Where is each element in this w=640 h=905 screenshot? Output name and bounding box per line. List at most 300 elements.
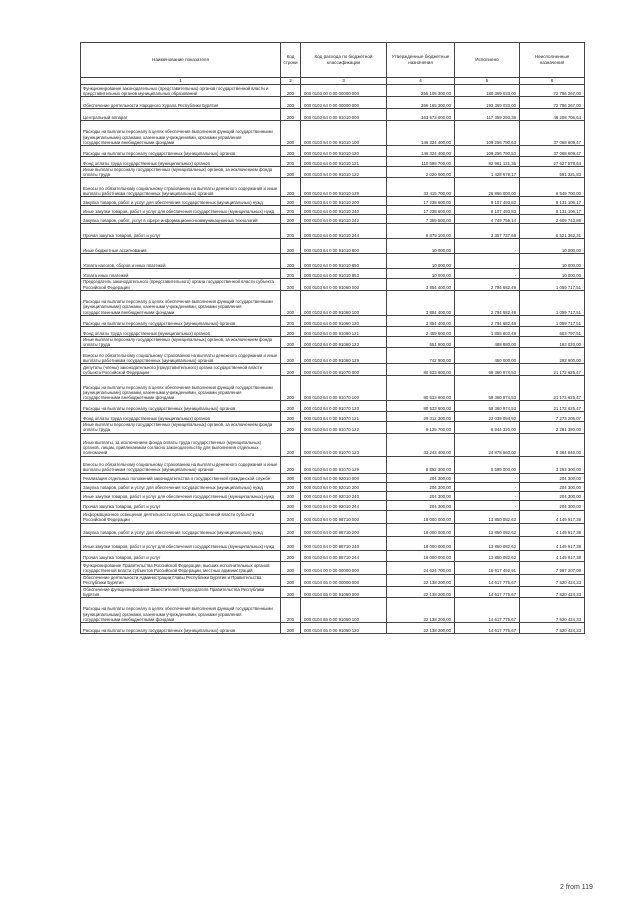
row-remaining: 9 131 106,17 [520,206,585,215]
table-row [81,121,585,146]
row-remaining: 7 520 424,33 [520,574,585,586]
table-row [81,473,585,482]
row-code: 200 [281,523,301,536]
row-executed: 22 039 094,93 [455,412,520,422]
row-approved: 651 900,00 [387,336,455,347]
row-kbk: 000 0104 65 0 00 91050 120 [301,623,387,634]
row-remaining: 204 300,00 [520,473,585,482]
row-approved: 10 000,00 [387,239,455,254]
row-name: Расходы на выплаты персоналу государственных (муниципальных) органов [81,623,281,634]
row-name: Фонд оплаты труда государственных (муниципальных) органов [81,412,281,422]
row-approved: 3 854 400,00 [387,315,455,326]
table-row [81,254,585,269]
row-executed: 82 961 121,36 [455,157,520,167]
row-approved: 18 000 000,00 [387,536,455,550]
row-name: Иные закупки товаров, работ и услуг для обеспечения государственных (муниципальных) нужд [81,206,281,215]
row-approved: 204 300,00 [387,500,455,510]
expense-table [80,42,585,634]
row-name: Расходы на выплаты персоналу государственных (муниципальных) органов [81,401,281,412]
row-code: 200 [281,109,301,121]
row-code: 200 [281,348,301,364]
row-executed: 24 878 560,00 [455,433,520,456]
row-kbk: 000 0103 64 0 00 91010 244 [301,224,387,239]
row-name: Обеспечение функционирования Заместителей Председателя Правительства Республики Бурятия [81,586,281,597]
row-executed: 59 360 974,53 [455,376,520,401]
row-executed: - [455,500,520,510]
row-code: 200 [281,550,301,561]
row-remaining: 292 900,00 [520,348,585,364]
row-name: Расходы на выплаты персоналу государственных (муниципальных) органов [81,146,281,157]
row-approved: 204 300,00 [387,473,455,482]
table-row [81,433,585,456]
row-executed: 16 917 492,91 [455,561,520,574]
row-kbk: 000 0103 64 0 00 92010 200 [301,482,387,491]
row-kbk: 000 0104 65 0 00 91050 100 [301,598,387,623]
row-code: 200 [281,412,301,422]
report-sheet [80,42,584,634]
header-row [81,43,585,78]
row-remaining: 7 520 424,33 [520,586,585,597]
row-approved: 163 573 000,00 [387,109,455,121]
row-code: 200 [281,336,301,347]
table-row [81,456,585,473]
row-kbk: 000 0103 00 0 00 00000 000 [301,85,387,97]
row-remaining: 10 000,00 [520,239,585,254]
row-approved: 255 105 300,00 [387,85,455,97]
row-kbk: 000 0103 64 0 00 91010 853 [301,269,387,279]
row-kbk: 000 0103 64 0 00 91010 000 [301,109,387,121]
row-kbk: 000 0103 64 0 00 91060 129 [301,348,387,364]
row-executed: - [455,482,520,491]
row-code: 200 [281,376,301,401]
column-number: 1 [81,78,281,85]
row-name: Закупка товаров, работ и услуг для обеспечения государственных (муниципальных) нужд [81,197,281,206]
row-approved: 9 125 700,00 [387,422,455,433]
row-remaining: 7 520 424,33 [520,598,585,623]
row-code: 200 [281,491,301,500]
row-remaining: 10 000,00 [520,269,585,279]
row-code: 200 [281,279,301,290]
row-kbk: 000 0103 64 0 00 91070 122 [301,422,387,433]
row-code: 200 [281,473,301,482]
row-name: Функционирование законодательных (представительных) органов государственной власти и представительных органов муниципальных образований [81,85,281,97]
table-row [81,422,585,433]
row-kbk: 000 0103 64 0 00 91060 100 [301,290,387,315]
row-code: 200 [281,215,301,224]
row-code: 200 [281,422,301,433]
row-code: 200 [281,224,301,239]
row-executed: - [455,491,520,500]
row-kbk: 000 0103 64 0 00 92010 240 [301,491,387,500]
row-kbk: 000 0103 64 0 00 98710 240 [301,536,387,550]
column-number: 6 [520,78,585,85]
row-kbk: 000 0103 64 0 00 91070 121 [301,412,387,422]
row-remaining: 6 549 700,00 [520,178,585,197]
row-name: Фонд оплаты труда государственных (муниципальных) органов [81,157,281,167]
row-remaining: 37 068 609,47 [520,146,585,157]
row-remaining: 204 300,00 [520,482,585,491]
row-remaining: 72 796 267,00 [520,97,585,109]
row-name: Уплата налогов, сборов и иных платежей [81,254,281,269]
row-approved: 22 138 200,00 [387,598,455,623]
row-executed: 2 794 682,49 [455,290,520,315]
row-kbk: 000 0103 64 0 00 91010 122 [301,167,387,178]
row-name: Расходы на выплаты персоналу в целях обеспечения выполнения функций государственными (муниципальными) органами, казенными учреждениями, органами управления государственными внебюджетными фондами [81,290,281,315]
row-code: 200 [281,315,301,326]
row-code: 200 [281,146,301,157]
row-code: 200 [281,623,301,634]
row-code: 200 [281,561,301,574]
row-executed: 1 855 802,49 [455,326,520,336]
row-executed: 2 794 682,49 [455,279,520,290]
row-code: 200 [281,290,301,315]
table-row [81,401,585,412]
row-name: Фонд оплаты труда государственных (муниципальных) органов [81,326,281,336]
row-approved: 2 459 600,00 [387,326,455,336]
row-kbk: 000 0104 65 0 00 00000 000 [301,574,387,586]
table-row [81,510,585,523]
row-executed: - [455,254,520,269]
table-row [81,279,585,290]
row-name: Иные выплаты, за исключением фонда оплаты труда государственных (муниципальных) органов, лицам, привлекаемым согласно законодательству для выполнения отдельных полномочий [81,433,281,456]
row-name: Взносы по обязательному социальному страхованию на выплаты денежного содержания и иные выплаты работникам государственных (муниципальных) органов [81,348,281,364]
table-row [81,598,585,623]
table-row [81,523,585,536]
column-number: 5 [455,78,520,85]
column-number: 2 [281,78,301,85]
row-executed: - [455,473,520,482]
row-name: Иные закупки товаров, работ и услуг для обеспечения государственных (муниципальных) нужд [81,491,281,500]
row-executed: 13 850 082,62 [455,523,520,536]
table-row [81,269,585,279]
row-name: Центральный аппарат [81,109,281,121]
row-executed: - [455,239,520,254]
table-body [81,85,585,634]
table-row [81,167,585,178]
table-row [81,239,585,254]
row-kbk: 000 0103 64 0 00 91060 122 [301,336,387,347]
header-approved: Утвержденные бюджетные назначения [387,43,455,78]
row-name: Председатель законодательного (представительного) органа государственной власти субъекта Российской Федерации [81,279,281,290]
row-executed: - [455,269,520,279]
table-row [81,412,585,422]
row-approved: 80 533 600,00 [387,364,455,376]
row-name: Реализация отдельных положений законодательства о государственной гражданской службе [81,473,281,482]
row-executed: 8 107 493,83 [455,206,520,215]
page-number: 2 from 119 [560,884,593,891]
row-code: 200 [281,206,301,215]
row-remaining: 27 627 578,64 [520,157,585,167]
row-name: Функционирование Правительства Российской Федерации, высших исполнительных органов государственной власти субъектов Российской Федерации, местных администраций [81,561,281,574]
row-remaining: 4 149 917,38 [520,550,585,561]
row-kbk: 000 0103 64 0 00 91070 123 [301,433,387,456]
row-code: 200 [281,121,301,146]
row-remaining: 9 131 106,17 [520,197,585,206]
row-name: Расходы на выплаты персоналу в целях обеспечения выполнения функций государственными (муниципальными) органами, казенными учреждениями, органами управления государственными внебюджетными фондами [81,598,281,623]
row-code: 200 [281,178,301,197]
table-row [81,623,585,634]
row-name: Расходы на выплаты персоналу государственных (муниципальных) органов [81,315,281,326]
row-remaining: 37 068 609,47 [520,121,585,146]
row-kbk: 000 0103 64 0 00 91070 100 [301,376,387,401]
row-name: Депутаты (члены) законодательного (представительного) органа государственной власти субъекта Российской Федерации [81,364,281,376]
row-code: 200 [281,536,301,550]
row-approved: 22 138 200,00 [387,586,455,597]
row-approved: 3 854 400,00 [387,290,455,315]
row-code: 200 [281,167,301,178]
row-kbk: 000 0103 64 0 00 98710 244 [301,550,387,561]
row-remaining: 4 149 917,38 [520,510,585,523]
table-row [81,97,585,109]
row-code: 200 [281,364,301,376]
row-approved: 7 359 500,00 [387,215,455,224]
row-name: Прочая закупка товаров, работ и услуг [81,550,281,561]
column-number: 4 [387,78,455,85]
row-kbk: 000 0103 64 0 00 91010 200 [301,197,387,206]
row-approved: 18 000 000,00 [387,510,455,523]
row-code: 200 [281,97,301,109]
table-row [81,550,585,561]
row-kbk: 000 0103 64 0 00 91010 129 [301,178,387,197]
row-approved: 3 854 400,00 [387,279,455,290]
table-row [81,348,585,364]
table-row [81,336,585,347]
row-executed: 3 357 737,69 [455,224,520,239]
row-remaining: 4 149 917,38 [520,523,585,536]
table-row [81,574,585,586]
row-approved: 29 312 300,00 [387,412,455,422]
table-row [81,491,585,500]
row-remaining: 204 300,00 [520,491,585,500]
row-name: Прочая закупка товаров, работ и услуг [81,224,281,239]
row-name: Иные выплаты персоналу государственных (муниципальных) органов, за исключением фонда оплаты труда [81,422,281,433]
row-executed: 14 617 775,67 [455,574,520,586]
table-row [81,224,585,239]
row-approved: 110 598 700,00 [387,157,455,167]
row-name: Закупка товаров, работ и услуг для обеспечения государственных (муниципальных) нужд [81,523,281,536]
row-approved: 17 238 600,00 [387,206,455,215]
header-kbk: Код расхода по бюджетной классификации [301,43,387,78]
row-code: 200 [281,482,301,491]
row-executed: 117 359 293,36 [455,109,520,121]
row-approved: 17 238 600,00 [387,197,455,206]
row-kbk: 000 0103 64 0 00 91060 120 [301,315,387,326]
row-approved: 742 900,00 [387,348,455,364]
row-executed: 1 428 678,17 [455,167,520,178]
row-executed: 193 369 033,00 [455,97,520,109]
row-kbk: 000 0104 65 0 00 91050 000 [301,586,387,597]
row-approved: 24 624 700,00 [387,561,455,574]
row-remaining: 7 997 207,09 [520,561,585,574]
row-remaining: 21 172 625,47 [520,376,585,401]
row-approved: 8 852 300,00 [387,456,455,473]
row-code: 200 [281,456,301,473]
row-code: 200 [281,500,301,510]
row-executed: 13 850 082,62 [455,510,520,523]
table-row [81,197,585,206]
row-executed: 59 360 974,53 [455,401,520,412]
row-code: 200 [281,598,301,623]
row-executed: 59 360 974,53 [455,364,520,376]
table-row [81,586,585,597]
row-name: Иные выплаты персоналу государственных (муниципальных) органов, за исключением фонда оплаты труда [81,167,281,178]
row-executed: 2 794 682,49 [455,315,520,326]
row-remaining: 46 208 706,64 [520,109,585,121]
header-remaining: Неисполненные назначения [520,43,585,78]
row-executed: 109 256 790,53 [455,146,520,157]
row-kbk: 000 0103 64 0 00 91010 121 [301,157,387,167]
row-name: Уплата иных платежей [81,269,281,279]
table-row [81,215,585,224]
table-row [81,157,585,167]
row-executed: 13 850 082,62 [455,536,520,550]
row-kbk: 000 0103 64 0 00 91060 000 [301,279,387,290]
row-name: Иные бюджетные ассигнования [81,239,281,254]
row-code: 200 [281,239,301,254]
row-executed: 8 107 493,83 [455,197,520,206]
row-remaining: 8 364 840,00 [520,433,585,456]
row-remaining: 163 020,00 [520,336,585,347]
row-kbk: 000 0103 64 0 00 91010 242 [301,215,387,224]
row-remaining: 10 000,00 [520,254,585,269]
table-row [81,206,585,215]
row-name: Обеспечение деятельности Администрации Главы Республики Бурятия и Правительства Республики Бурятия [81,574,281,586]
row-remaining: 21 172 625,47 [520,364,585,376]
row-name: Закупка товаров, работ, услуг в сфере информационно-коммуникационных технологий [81,215,281,224]
table-row [81,290,585,315]
row-kbk: 000 0103 64 0 00 91070 129 [301,456,387,473]
row-code: 200 [281,433,301,456]
table-row [81,146,585,157]
row-name: Прочая закупка товаров, работ и услуг [81,500,281,510]
row-approved: 18 000 000,00 [387,523,455,536]
row-kbk: 000 0103 64 0 00 91010 100 [301,121,387,146]
row-name: Закупка товаров, работ и услуг для обеспечения государственных (муниципальных) нужд [81,482,281,491]
row-executed: 13 850 082,62 [455,550,520,561]
row-executed: 6 844 320,00 [455,422,520,433]
row-approved: 10 000,00 [387,269,455,279]
row-name: Иные выплаты персоналу государственных (муниципальных) органов, за исключением фонда оплаты труда [81,336,281,347]
row-executed: 488 880,00 [455,336,520,347]
row-kbk: 000 0103 64 0 00 98710 200 [301,523,387,536]
table-row [81,536,585,550]
row-remaining: 1 059 717,51 [520,315,585,326]
row-kbk: 000 0103 64 0 00 91060 121 [301,326,387,336]
row-kbk: 000 0103 64 0 00 92010 244 [301,500,387,510]
row-approved: 266 165 300,00 [387,97,455,109]
row-remaining: 1 059 717,51 [520,290,585,315]
row-code: 200 [281,326,301,336]
table-row [81,85,585,97]
row-code: 200 [281,574,301,586]
row-executed: 180 369 033,00 [455,85,520,97]
row-approved: 146 324 400,00 [387,121,455,146]
row-remaining: 7 520 424,33 [520,623,585,634]
row-approved: 80 533 600,00 [387,376,455,401]
row-kbk: 000 0103 64 0 00 91010 120 [301,146,387,157]
row-remaining: 7 273 205,07 [520,412,585,422]
row-name: Расходы на выплаты персоналу в целях обеспечения выполнения функций государственными (муниципальными) органами, казенными учреждениями, органами управления государственными внебюджетными фондами [81,121,281,146]
row-kbk: 000 0103 64 0 00 91010 850 [301,254,387,269]
row-approved: 2 020 000,00 [387,167,455,178]
row-remaining: 72 796 267,00 [520,85,585,97]
table-row [81,315,585,326]
row-remaining: 1 059 717,51 [520,279,585,290]
row-code: 200 [281,401,301,412]
row-approved: 9 879 100,00 [387,224,455,239]
row-code: 200 [281,510,301,523]
row-approved: 22 138 200,00 [387,623,455,634]
row-executed: 26 866 000,00 [455,178,520,197]
header-executed: Исполнено [455,43,520,78]
row-kbk: 000 0103 64 0 00 91010 800 [301,239,387,254]
row-approved: 204 300,00 [387,491,455,500]
row-approved: 146 324 400,00 [387,146,455,157]
table-row [81,109,585,121]
row-code: 200 [281,586,301,597]
row-remaining: 4 149 917,38 [520,536,585,550]
row-code: 200 [281,254,301,269]
table-row [81,482,585,491]
table-row [81,326,585,336]
row-remaining: 2 281 380,00 [520,422,585,433]
row-name: Иные закупки товаров, работ и услуг для обеспечения государственных (муниципальных) нужд [81,536,281,550]
row-code: 200 [281,85,301,97]
row-executed: 109 256 790,63 [455,121,520,146]
row-name: Взносы по обязательному социальному страхованию на выплаты денежного содержания и иные выплаты работникам государственных (муниципальных) органов [81,178,281,197]
header-name: Наименование показателя [81,43,281,78]
row-kbk: 000 0103 64 0 00 92010 000 [301,473,387,482]
row-code: 200 [281,157,301,167]
row-executed: 14 617 775,67 [455,586,520,597]
row-remaining: 2 609 743,86 [520,215,585,224]
row-kbk: 000 0103 64 0 00 00000 000 [301,97,387,109]
row-code: 200 [281,269,301,279]
row-executed: 5 599 000,00 [455,456,520,473]
row-executed: 4 749 756,14 [455,215,520,224]
row-executed: 14 617 775,67 [455,623,520,634]
row-name: Информационное освещение деятельности органа государственной власти субъекта Российской Федерации [81,510,281,523]
row-remaining: 21 172 625,47 [520,401,585,412]
row-approved: 33 243 400,00 [387,433,455,456]
row-approved: 18 000 000,00 [387,550,455,561]
row-remaining: 603 797,51 [520,326,585,336]
row-name: Расходы на выплаты персоналу в целях обеспечения выполнения функций государственными (муниципальными) органами, казенными учреждениями, органами управления государственными внебюджетными фондами [81,376,281,401]
row-approved: 80 533 600,00 [387,401,455,412]
table-row [81,561,585,574]
row-code: 200 [281,197,301,206]
row-kbk: 000 0103 64 0 00 91070 000 [301,364,387,376]
column-number: 3 [301,78,387,85]
table-row [81,500,585,510]
row-executed: 450 000,00 [455,348,520,364]
table-row [81,364,585,376]
row-remaining: 6 521 362,31 [520,224,585,239]
table-row [81,376,585,401]
row-approved: 22 138 200,00 [387,574,455,586]
row-approved: 33 415 700,00 [387,178,455,197]
row-executed: 14 617 775,67 [455,598,520,623]
row-kbk: 000 0103 64 0 00 91070 120 [301,401,387,412]
row-remaining: 204 300,00 [520,500,585,510]
row-name: Обеспечение деятельности Народного Хурала Республики Бурятия [81,97,281,109]
header-code: Код строки [281,43,301,78]
row-remaining: 3 253 300,00 [520,456,585,473]
row-approved: 10 000,00 [387,254,455,269]
row-name: Взносы по обязательному социальному страхованию на выплаты денежного содержания и иные выплаты работникам государственных (муниципальных) органов [81,456,281,473]
row-kbk: 000 0104 00 0 00 00000 000 [301,561,387,574]
column-number-row [81,78,585,85]
